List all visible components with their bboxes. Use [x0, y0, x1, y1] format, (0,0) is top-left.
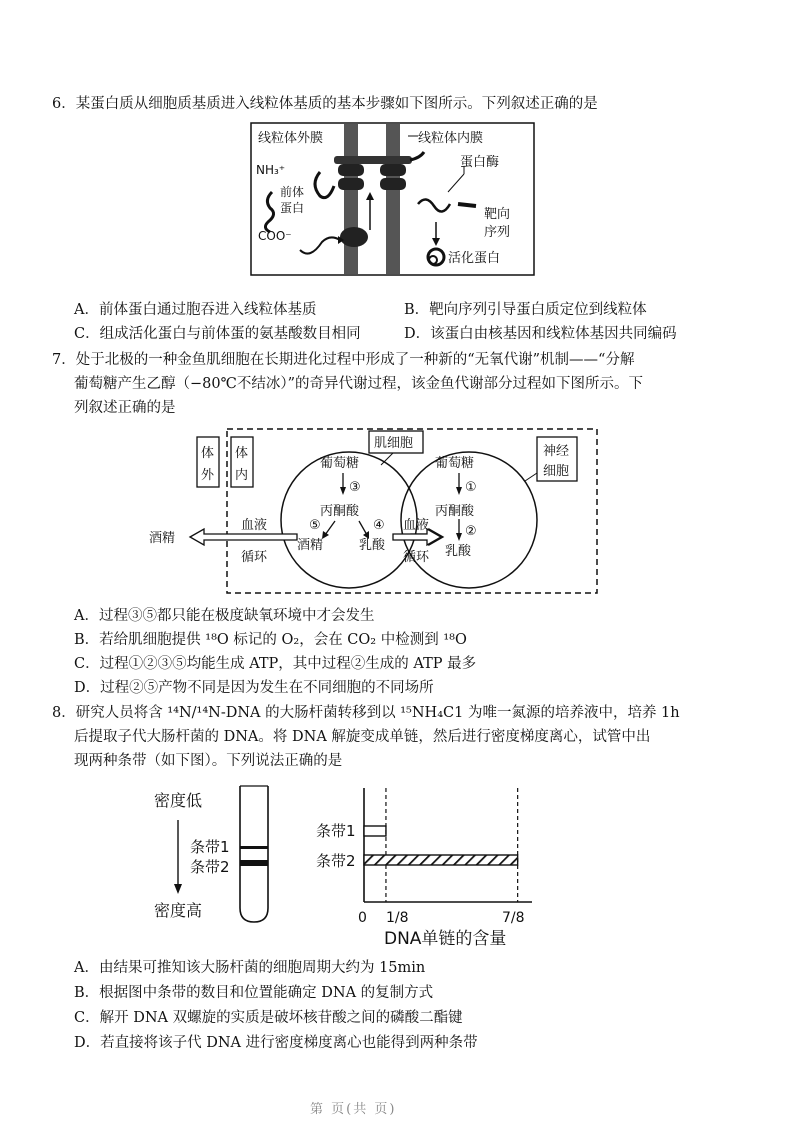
blood-label-2b: 循环	[403, 550, 430, 565]
blood-label-2a: 血液	[403, 518, 430, 533]
pyruvate-left: 丙酮酸	[320, 504, 360, 519]
q7-option-a[interactable]: A．过程③⑤都只能在极度缺氧环境中才会发生	[74, 608, 375, 624]
outside-label-2: 外	[201, 468, 215, 483]
outer-membrane-label: 线粒体外膜	[258, 131, 324, 146]
inside-label-1: 体	[235, 446, 249, 461]
q6-option-d[interactable]: D．该蛋白由核基因和线粒体基因共同编码	[404, 326, 677, 342]
target-seq-label-1: 靶向	[484, 207, 511, 222]
glucose-left: 葡萄糖	[320, 456, 360, 471]
nerve-cell-label-1: 神经	[543, 444, 570, 459]
outside-label-1: 体	[201, 446, 215, 461]
muscle-cell-label: 肌细胞	[374, 436, 414, 451]
q7-metabolism-figure	[145, 425, 605, 597]
step-3: ③	[349, 480, 361, 495]
glucose-right: 葡萄糖	[435, 456, 475, 471]
band-bar-1	[364, 826, 386, 836]
q7-option-d[interactable]: D．过程②⑤产物不同是因为发生在不同细胞的不同场所	[74, 680, 434, 696]
target-seq-label-2: 序列	[484, 225, 511, 240]
blood-label-1b: 循环	[241, 550, 268, 565]
q8-stem-line-3: 现两种条带（如下图）。下列说法正确的是	[74, 753, 343, 769]
pyruvate-right: 丙酮酸	[435, 504, 475, 519]
blood-label-1a: 血液	[241, 518, 268, 533]
step-2: ②	[465, 524, 477, 539]
coo-label: COO⁻	[258, 229, 292, 243]
q6-option-a[interactable]: A．前体蛋白通过胞吞进入线粒体基质	[74, 302, 317, 318]
page-footer: 第 页(共 页)	[310, 1102, 397, 1117]
nerve-cell-label-2: 细胞	[543, 464, 570, 479]
q7-stem-line-2: 葡萄糖产生乙醇（−80℃不结冰）”的奇异代谢过程，该金鱼代谢部分过程如下图所示。下	[74, 376, 643, 392]
x-axis-label: DNA单链的含量	[384, 929, 507, 949]
step-4: ④	[373, 518, 385, 533]
tube-band-2	[240, 860, 268, 866]
protease-label: 蛋白酶	[460, 155, 500, 170]
q6-mitochondria-figure	[250, 122, 535, 276]
lactate-left: 乳酸	[359, 538, 386, 553]
q7-stem-line-3: 列叙述正确的是	[74, 400, 176, 416]
step-1: ①	[465, 480, 477, 495]
nh3-label: NH₃⁺	[256, 163, 286, 177]
active-protein-label: 活化蛋白	[448, 251, 501, 266]
chart-band-2-label: 条带2	[316, 852, 356, 870]
q6-option-c[interactable]: C．组成活化蛋白与前体蛋的氨基酸数目相同	[74, 326, 361, 342]
tube-band-2-label: 条带2	[190, 858, 230, 876]
ethanol-inside: 酒精	[297, 538, 324, 553]
q8-option-a[interactable]: A．由结果可推知该大肠杆菌的细胞周期大约为 15min	[74, 960, 426, 976]
tube-band-1	[240, 846, 268, 849]
density-low-label: 密度低	[154, 791, 203, 810]
q8-option-c[interactable]: C．解开 DNA 双螺旋的实质是破坏核苷酸之间的磷酸二酯键	[74, 1010, 463, 1026]
step-5: ⑤	[309, 518, 321, 533]
inner-membrane-label: 线粒体内膜	[418, 131, 484, 146]
x-tick-0: 0	[358, 910, 367, 926]
x-tick-1-8: 1/8	[386, 910, 409, 926]
precursor-label-1: 前体	[280, 185, 305, 199]
q7-option-b[interactable]: B．若给肌细胞提供 ¹⁸O 标记的 O₂，会在 CO₂ 中检测到 ¹⁸O	[74, 632, 467, 648]
q7-stem-line-1: 7．处于北极的一种金鱼肌细胞在长期进化过程中形成了一种新的“无氧代谢”机制——“分解	[52, 352, 635, 368]
ethanol-outside: 酒精	[149, 531, 176, 546]
q6-option-b[interactable]: B．靶向序列引导蛋白质定位到线粒体	[404, 302, 647, 318]
q8-band-chart	[300, 780, 540, 950]
x-tick-7-8: 7/8	[502, 910, 525, 926]
q8-stem-line-1: 8．研究人员将含 ¹⁴N/¹⁴N-DNA 的大肠杆菌转移到以 ¹⁵NH₄C1 为唯一氮源的培养液中，培养 1h	[52, 705, 680, 721]
density-high-label: 密度高	[154, 901, 203, 920]
chart-band-1-label: 条带1	[316, 822, 356, 840]
precursor-label-2: 蛋白	[280, 201, 305, 215]
tube-band-1-label: 条带1	[190, 838, 230, 856]
q8-stem-line-2: 后提取子代大肠杆菌的 DNA。将 DNA 解旋变成单链，然后进行密度梯度离心，试管中出	[74, 729, 651, 745]
q8-option-b[interactable]: B．根据图中条带的数目和位置能确定 DNA 的复制方式	[74, 985, 434, 1001]
q8-option-d[interactable]: D．若直接将该子代 DNA 进行密度梯度离心也能得到两种条带	[74, 1035, 478, 1051]
q6-stem: 6．某蛋白质从细胞质基质进入线粒体基质的基本步骤如下图所示。下列叙述正确的是	[52, 96, 598, 112]
q7-option-c[interactable]: C．过程①②③⑤均能生成 ATP，其中过程②生成的 ATP 最多	[74, 656, 477, 672]
lactate-right: 乳酸	[445, 544, 472, 559]
q8-test-tube-figure	[150, 780, 280, 940]
band-bar-2	[364, 855, 518, 865]
inside-label-2: 内	[235, 468, 249, 483]
